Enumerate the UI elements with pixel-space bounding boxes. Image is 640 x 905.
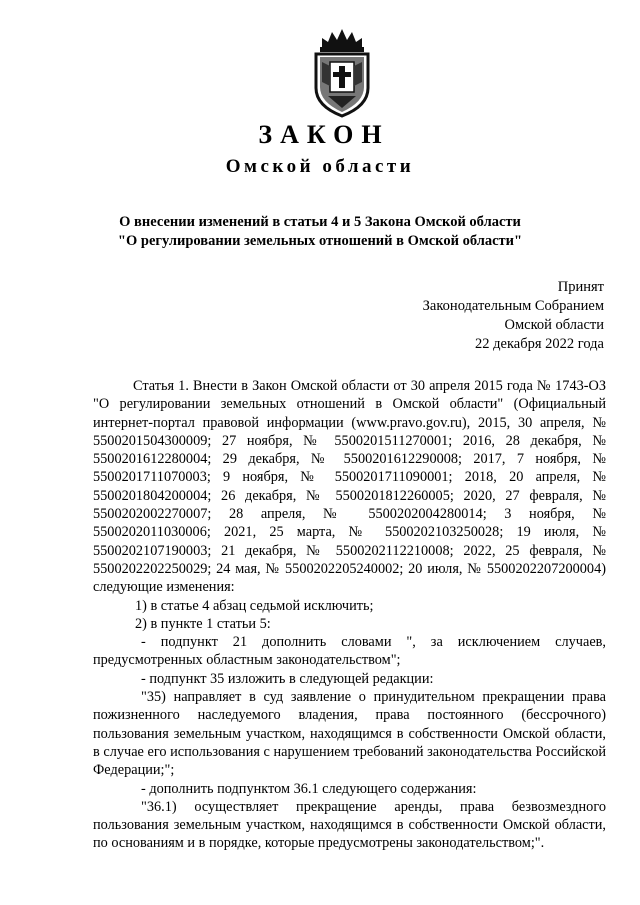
item-2: 2) в пункте 1 статьи 5:	[135, 615, 271, 632]
subitem-35-intro: - подпункт 35 изложить в следующей редакции:	[141, 670, 434, 687]
adopted-line-3: Омской области	[504, 317, 604, 333]
document-body	[93, 377, 606, 853]
adoption-block	[423, 278, 604, 354]
subitem-21: - подпункт 21 дополнить словами ", за исключением случаев, предусмотренных областным законодательством";	[93, 634, 606, 669]
adopted-date: 22 декабря 2022 года	[475, 336, 604, 352]
subitem-36-1-intro: - дополнить подпунктом 36.1 следующего содержания:	[141, 780, 477, 797]
adopted-line-2: Законодательным Собранием	[422, 298, 604, 314]
subitem-36-1-text: "36.1) осуществляет прекращение аренды, права безвозмездного пользования земельным участком, находящимся в собственности Омской области, по основаниям и в порядке, которые предусмотрены законодательством;".	[93, 798, 606, 852]
document-region-heading: Омской области	[225, 156, 415, 177]
document-title	[90, 213, 550, 251]
omsk-coat-of-arms-emblem	[306, 26, 378, 118]
article-1-paragraph: Статья 1. Внести в Закон Омской области от 30 апреля 2015 года № 1743-ОЗ "О регулировании земельных отношений в Омской области" (Официальный интернет-портал правовой информации (www.pravo.gov.ru), 2015, 30 апреля, № 5500201504300009; 27 ноября, № 5500201511270001; 2016, 28 декабря, № 5500201612280004; 29 декабря, № 5500201612290008; 2017, 7 ноября, № 5500201711070003; 9 ноября, № 5500201711090001; 2018, 20 апреля, № 5500201804200004; 26 декабря, № 5500201812260005; 2020, 27 февраля, № 5500202002270007; 28 апреля, № 5500202004280014; 3 ноября, № 5500202011030006; 2021, 25 марта, № 5500202103250028; 19 июля, № 5500202107190003; 21 декабря, № 5500202112210008; 2022, 25 февраля, № 5500202202250029; 24 мая, № 5500202205240002; 20 июля, № 5500202207200004) следующие изменения:	[93, 378, 606, 596]
document-title-line-1: О внесении изменений в статьи 4 и 5 Закона Омской области	[119, 214, 521, 230]
document-title-line-2: "О регулировании земельных отношений в Омской области"	[117, 233, 523, 249]
adopted-line-1: Принят	[557, 279, 604, 295]
document-type-heading: ЗАКОН	[258, 120, 390, 149]
item-1: 1) в статье 4 абзац седьмой исключить;	[135, 597, 374, 614]
subitem-35-text: "35) направляет в суд заявление о принудительном прекращении права пожизненного наследуемого владения, права постоянного (бессрочного) пользования земельным участком, находящимся в собственности Омской области, в случае его использования с нарушением требований законодательства Российской Федерации;";	[93, 689, 606, 779]
